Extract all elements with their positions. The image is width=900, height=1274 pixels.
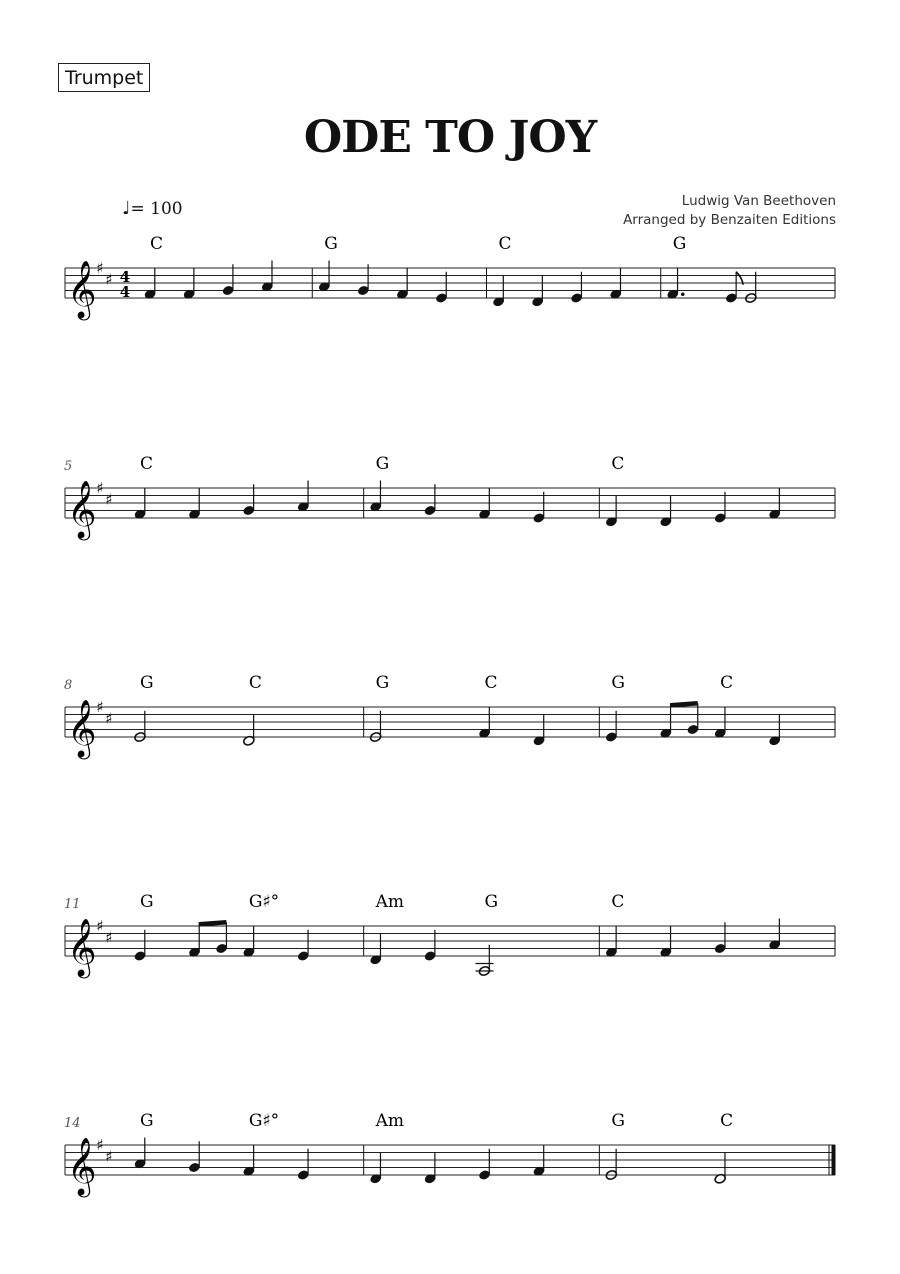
chord-symbol: C: [611, 454, 625, 474]
chord-symbol: G♯°: [248, 1111, 280, 1131]
chord-symbol: C: [484, 673, 498, 693]
staff-system: [64, 673, 835, 760]
sharp-icon: ♯: [105, 270, 113, 289]
measure: [369, 1111, 599, 1184]
tempo-value: = 100: [130, 199, 183, 219]
measure: [134, 454, 364, 520]
chord-symbol: Am: [375, 1111, 405, 1131]
chord-symbol: C: [611, 892, 625, 912]
sharp-icon: ♯: [96, 1136, 104, 1154]
treble-clef-icon: 𝄞: [67, 918, 97, 976]
time-signature-top: 4: [119, 268, 131, 286]
measure: [666, 234, 835, 304]
dot: [681, 292, 685, 296]
treble-clef-icon: 𝄞: [67, 699, 97, 757]
chord-symbol: C: [248, 673, 262, 693]
chord-symbol: Am: [375, 892, 405, 912]
measure: [369, 673, 599, 746]
measure: [605, 892, 835, 958]
measure-number: 5: [64, 459, 73, 474]
quarter-note-icon: ♩: [122, 198, 131, 219]
measure: [605, 454, 835, 527]
composer-credit: Ludwig Van Beethoven: [681, 193, 836, 209]
measure-number: 11: [64, 897, 81, 912]
arranger-credit: Arranged by Benzaiten Editions: [623, 212, 836, 228]
sharp-icon: ♯: [105, 709, 113, 728]
sharp-icon: ♯: [105, 1147, 113, 1166]
beam: [199, 922, 226, 924]
chord-symbol: G: [324, 234, 338, 254]
chord-symbol: C: [498, 234, 512, 254]
time-signature-bottom: 4: [119, 283, 131, 301]
staff-system: [64, 892, 835, 979]
staff-system: [65, 234, 835, 321]
measure-number: 14: [64, 1116, 81, 1131]
chord-symbol: G: [611, 1111, 625, 1131]
staff-system: [64, 454, 835, 541]
chord-symbol: G: [484, 892, 499, 912]
sharp-icon: ♯: [96, 698, 104, 716]
measure: [318, 234, 487, 304]
sharp-icon: ♯: [96, 259, 104, 277]
chord-symbol: G: [375, 673, 390, 693]
chord-symbol: G♯°: [248, 892, 280, 912]
piece-title: ODE TO JOY: [303, 112, 597, 163]
chord-symbol: G: [672, 234, 687, 254]
measure: [144, 234, 313, 300]
measure: [492, 234, 661, 307]
instrument-label: Trumpet: [58, 63, 150, 92]
measure: [134, 673, 364, 746]
treble-clef-icon: 𝄞: [67, 260, 97, 318]
chord-symbol: C: [150, 234, 164, 254]
sharp-icon: ♯: [105, 928, 113, 947]
chord-symbol: C: [720, 673, 734, 693]
treble-clef-icon: 𝄞: [67, 480, 97, 538]
chord-symbol: G: [140, 673, 154, 693]
measure: [134, 892, 364, 962]
chord-symbol: G: [140, 892, 154, 912]
chord-symbol: C: [720, 1111, 734, 1131]
chord-symbol: G: [140, 1111, 154, 1131]
chord-symbol: G: [375, 454, 390, 474]
sharp-icon: ♯: [105, 490, 113, 509]
beam: [671, 703, 698, 705]
measure: [605, 1111, 833, 1184]
chord-symbol: C: [140, 454, 154, 474]
measure: [369, 454, 599, 524]
measure: [605, 673, 835, 746]
sharp-icon: ♯: [96, 479, 104, 497]
staff-system: [64, 1111, 835, 1198]
treble-clef-icon: 𝄞: [67, 1137, 97, 1195]
measure: [369, 892, 599, 977]
chord-symbol: G: [611, 673, 625, 693]
measure-number: 8: [64, 678, 73, 693]
sharp-icon: ♯: [96, 917, 104, 935]
measure: [134, 1111, 364, 1181]
